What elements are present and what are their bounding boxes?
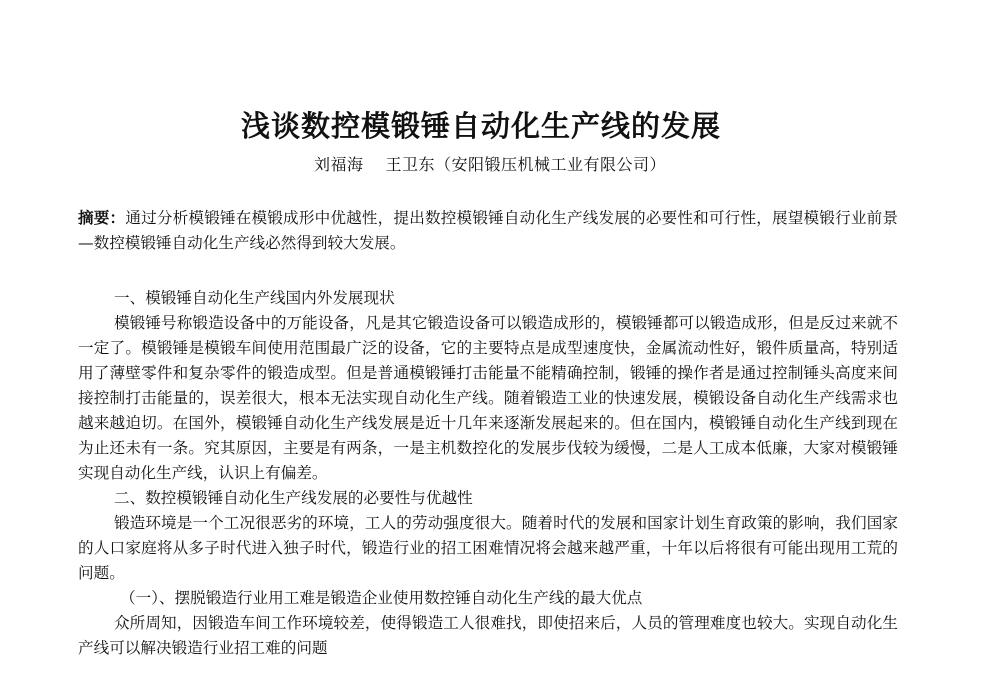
section-2-sub-paragraph-1: 众所周知，因锻造车间工作环境较差，使得锻造工人很难找，即使招来后，人员的管理难度也较大。实现自动化生产线可以解决锻造行业招工难的问题 (78, 614, 898, 657)
section-1-paragraph-1: 模锻锤号称锻造设备中的万能设备，凡是其它锻造设备可以锻造成形的，模锻锤都可以锻造成形，但是反过来就不一定了。模锻锤是模锻车间使用范围最广泛的设备，它的主要特点是成型速度快，金属流动性好，锻件质量高，特别适用了薄壁零件和复杂零件的锻造成型。但是普通模锻锤打击能量不能精确控制，锻锤的操作者是通过控制锤头高度来间接控制打击能量的，误差很大，根本无法实现自动化生产线。随着锻造工业的快速发展，模锻设备自动化生产线需求也越来越迫切。在国外，模锻锤自动化生产线发展是近十几年来逐渐发展起来的。但在国内，模锻锤自动化生产线到现在为止还未有一条。究其原因，主要是有两条，一是主机数控化的发展步伐较为缓慢，二是人工成本低廉，大家对模锻锤实现自动化生产线，认识上有偏差。 (78, 314, 898, 482)
article-authors (0, 152, 980, 175)
article-title: 浅谈数控模锻锤自动化生产线的发展 (240, 109, 721, 143)
abstract (78, 205, 898, 256)
section-heading-2: 二、数控模锻锤自动化生产线发展的必要性与优越性 (114, 489, 473, 507)
section-heading-1: 一、模锻锤自动化生产线国内外发展现状 (114, 289, 395, 307)
article-body (78, 286, 898, 661)
abstract-label: 摘要： (78, 208, 126, 227)
section-2-paragraph-1: 锻造环境是一个工况很恶劣的环境，工人的劳动强度很大。随着时代的发展和国家计划生育政策的影响，我们国家的人口家庭将从多子时代进入独子时代，锻造行业的招工困难情况将会越来越严重，十年以后将很有可能出现用工荒的问题。 (78, 514, 898, 582)
abstract-text: 通过分析模锻锤在模锻成形中优越性，提出数控模锻锤自动化生产线发展的必要性和可行性，展望模锻行业前景—数控模锻锤自动化生产线必然得到较大发展。 (78, 209, 898, 252)
section-2-subheading-1: （一）、摆脱锻造行业用工难是锻造企业使用数控锤自动化生产线的最大优点 (120, 589, 643, 607)
authors-text: 刘福海 王卫东（安阳锻压机械工业有限公司） (313, 155, 667, 174)
